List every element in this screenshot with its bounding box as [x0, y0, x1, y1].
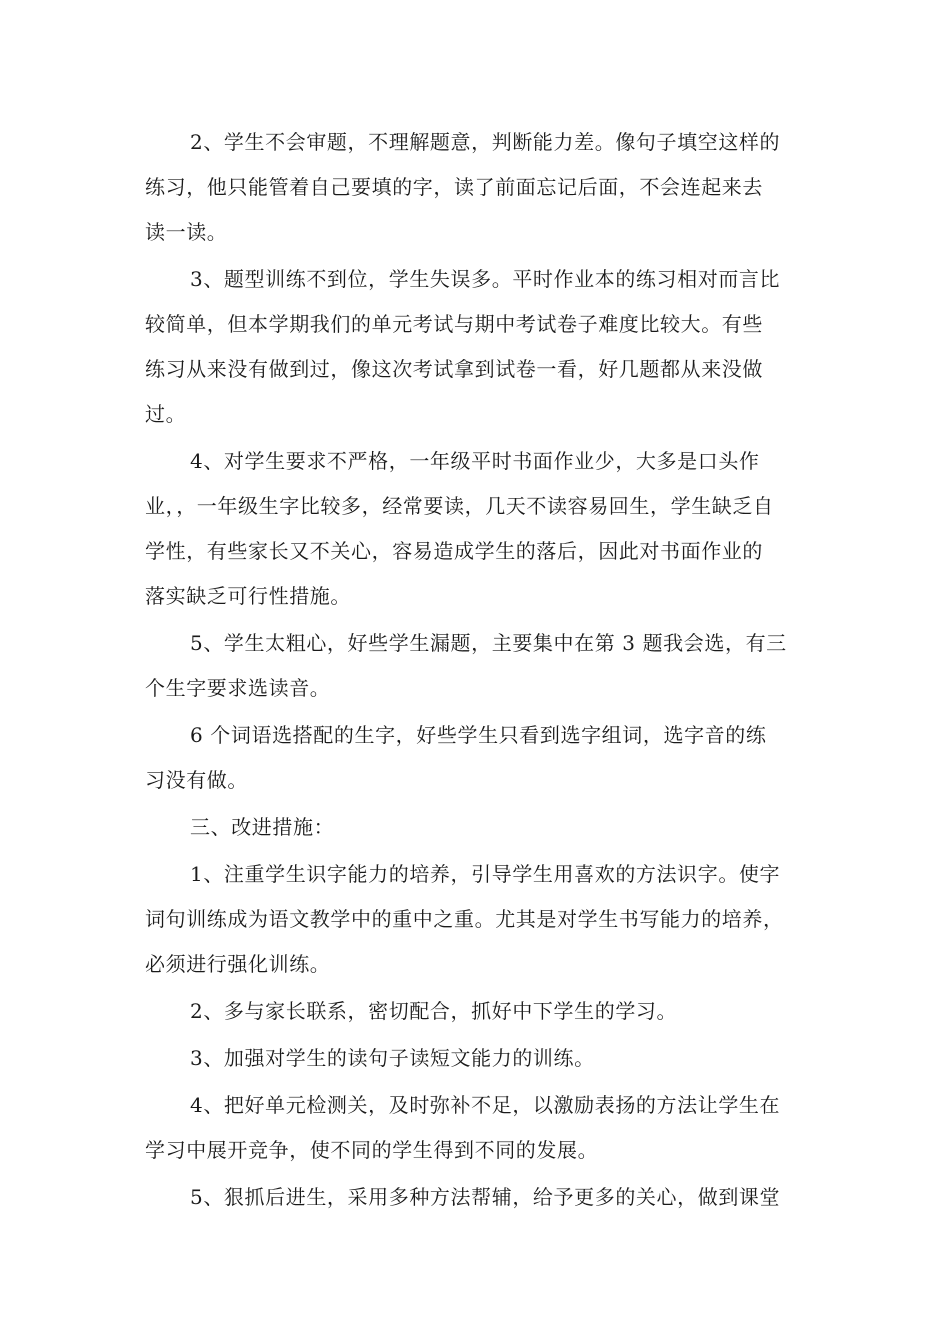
text-line: 三、改进措施：: [190, 815, 335, 839]
paragraph-6: [0, 713, 950, 803]
text-line: 必须进行强化训练。: [145, 952, 331, 976]
measure-1: [0, 852, 950, 987]
text-line: 较简单，但本学期我们的单元考试与期中考试卷子难度比较大。有些: [145, 312, 763, 336]
text-line: 学习中展开竞争，使不同的学生得到不同的发展。: [145, 1138, 599, 1162]
text-line: 习没有做。: [145, 768, 248, 792]
text-line: 5、狠抓后进生，采用多种方法帮辅，给予更多的关心，做到课堂: [190, 1185, 781, 1209]
measure-3: [0, 1036, 950, 1081]
text-line: 落实缺乏可行性措施。: [145, 584, 351, 608]
paragraph-4: [0, 439, 950, 619]
paragraph-2: [0, 120, 950, 255]
text-line: 6 个词语选搭配的生字，好些学生只看到选字组词，选字音的练: [190, 723, 767, 747]
text-line: 练习从来没有做到过，像这次考试拿到试卷一看，好几题都从来没做: [145, 357, 763, 381]
text-line: 4、把好单元检测关，及时弥补不足，以激励表扬的方法让学生在: [190, 1093, 781, 1117]
text-line: 2、多与家长联系，密切配合，抓好中下学生的学习。: [190, 999, 678, 1023]
text-line: 3、题型训练不到位，学生失误多。平时作业本的练习相对而言比: [190, 267, 781, 291]
text-line: 个生字要求选读音。: [145, 676, 331, 700]
measure-5: [0, 1175, 950, 1220]
text-line: 业，，一年级生字比较多，经常要读，几天不读容易回生，学生缺乏自: [145, 494, 774, 518]
text-line: 1、注重学生识字能力的培养，引导学生用喜欢的方法识字。使字: [190, 862, 781, 886]
text-line: 3、加强对学生的读句子读短文能力的训练。: [190, 1046, 595, 1070]
text-line: 5、学生太粗心，好些学生漏题，主要集中在第 3 题我会选，有三: [190, 631, 787, 655]
text-line: 2、学生不会审题，不理解题意，判断能力差。像句子填空这样的: [190, 130, 781, 154]
paragraph-5: [0, 621, 950, 711]
measure-2: [0, 989, 950, 1034]
section-heading: [0, 805, 950, 850]
text-line: 词句训练成为语文教学中的重中之重。尤其是对学生书写能力的培养，: [145, 907, 784, 931]
text-line: 过。: [145, 402, 187, 426]
text-line: 学性，有些家长又不关心，容易造成学生的落后，因此对书面作业的: [145, 539, 763, 563]
paragraph-3: [0, 257, 950, 437]
text-line: 读一读。: [145, 220, 228, 244]
measure-4: [0, 1083, 950, 1173]
text-line: 4、对学生要求不严格，一年级平时书面作业少，大多是口头作: [190, 449, 760, 473]
text-line: 练习，他只能管着自己要填的字，读了前面忘记后面，不会连起来去: [145, 175, 763, 199]
